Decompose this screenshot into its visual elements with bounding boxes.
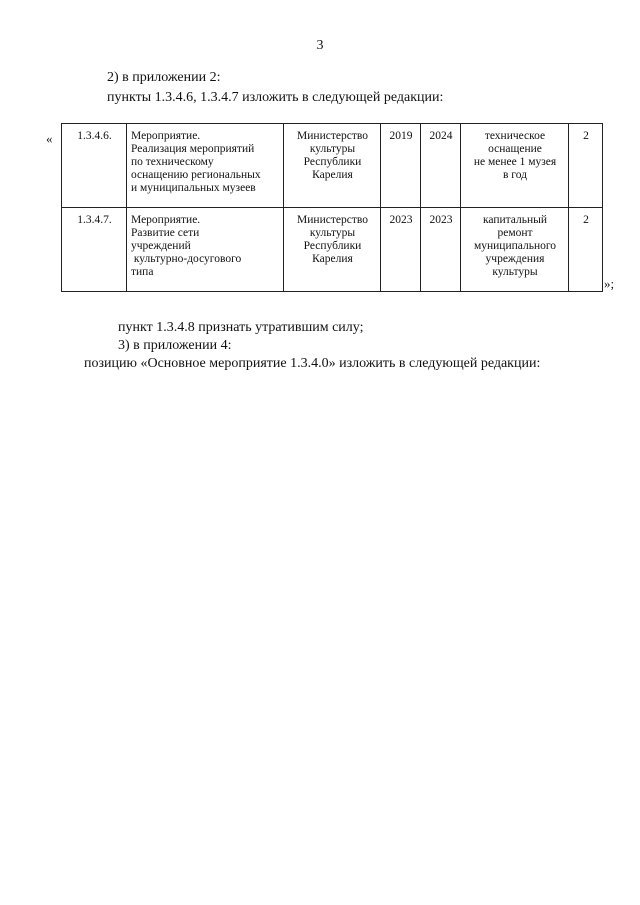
item-result-line: культуры <box>492 266 538 278</box>
item-year-end: 2023 <box>421 208 461 292</box>
item-name-line: культурно-досугового <box>131 253 242 265</box>
item-name-line: Мероприятие. <box>131 214 201 226</box>
item-executor-line: культуры <box>309 143 356 155</box>
item-name-line: типа <box>131 266 154 278</box>
amendment-table <box>61 123 603 292</box>
intro-line-items: пункты 1.3.4.6, 1.3.4.7 изложить в следующей редакции: <box>107 90 444 105</box>
item-executor-line: Республики <box>303 156 362 168</box>
item-executor-line: Карелия <box>312 169 353 181</box>
item-result-line: муниципального <box>473 240 557 252</box>
item-result-line: учреждения <box>485 253 545 265</box>
item-year-start: 2023 <box>381 208 421 292</box>
item-result <box>461 124 569 208</box>
item-number: 2 <box>569 208 603 292</box>
item-name <box>127 124 284 208</box>
table-row <box>62 124 603 208</box>
item-executor-line: Республики <box>303 240 362 252</box>
item-executor <box>284 208 381 292</box>
item-name-line: и муниципальных музеев <box>131 182 256 194</box>
item-code: 1.3.4.6. <box>62 124 127 208</box>
item-result-line: капитальный <box>482 214 548 226</box>
item-executor-line: Министерство <box>297 130 368 142</box>
item-result <box>461 208 569 292</box>
item-number: 2 <box>569 124 603 208</box>
item-code: 1.3.4.7. <box>62 208 127 292</box>
item-executor-line: культуры <box>309 227 356 239</box>
paragraph-position-edit: позицию «Основное мероприятие 1.3.4.0» изложить в следующей редакции: <box>84 356 541 371</box>
item-year-start: 2019 <box>381 124 421 208</box>
item-result-line: оснащение <box>488 143 542 155</box>
item-executor-line: Карелия <box>312 253 353 265</box>
opening-quote: « <box>46 131 53 146</box>
intro-line-appendix-2: 2) в приложении 2: <box>107 70 221 85</box>
item-name-line: по техническому <box>131 156 214 168</box>
item-name-line: Реализация мероприятий <box>131 143 255 155</box>
item-result-line: ремонт <box>497 227 533 239</box>
closing-quote: »; <box>604 276 615 291</box>
item-name-line: оснащению региональных <box>131 169 261 181</box>
item-year-end: 2024 <box>421 124 461 208</box>
item-executor-line: Министерство <box>297 214 368 226</box>
paragraph-appendix-4: 3) в приложении 4: <box>118 338 232 353</box>
item-result-line: в год <box>502 169 527 181</box>
item-name <box>127 208 284 292</box>
item-result-line: техническое <box>484 130 546 142</box>
item-name-line: Развитие сети <box>131 227 200 239</box>
page-number: 3 <box>316 38 324 53</box>
item-result-line: не менее 1 музея <box>473 156 557 168</box>
item-name-line: Мероприятие. <box>131 130 201 142</box>
table-row <box>62 208 603 292</box>
paragraph-item-repealed: пункт 1.3.4.8 признать утратившим силу; <box>118 320 364 335</box>
item-executor <box>284 124 381 208</box>
item-name-line: учреждений <box>131 240 191 252</box>
